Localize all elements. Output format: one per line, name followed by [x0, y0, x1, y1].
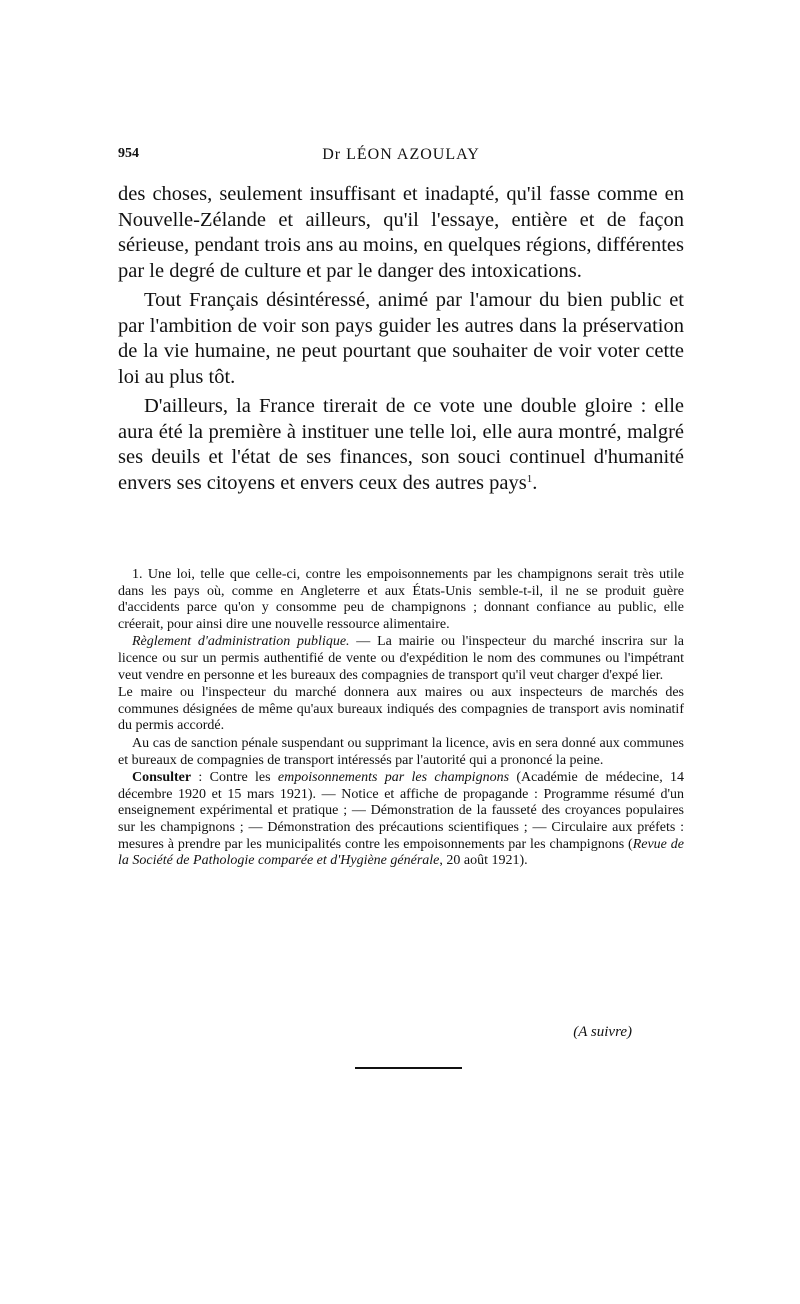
- main-text: [118, 182, 684, 500]
- footnote-1: 1. Une loi, telle que celle-ci, contre les empoisonnements par les champignons serait très utile dans les pays où, comme en Angleterre et aux États-Unis semble-t-il, il ne se produit guère d'accidents parce qu'on y consomme peu de champignons ; donnant confiance au public, elle créerait, pour ainsi dire une nouvelle ressource alimentaire.: [118, 567, 684, 632]
- footnote-maire: Le maire ou l'inspecteur du marché donnera aux maires ou aux inspecteurs de marchés des communes désignées de même qu'aux bureaux indiqués des compagnies de transport avis nominatif du permis accordé.: [118, 685, 684, 734]
- reglement-text: — La mairie ou l'inspecteur du marché inscrira sur la licence ou sur un permis authentifié de vente ou d'expédition le nom des communes ou l'impétrant veut vendre en personne et les bureaux des compagnies de transport qu'il veut charger d'expé lier.: [118, 634, 684, 683]
- page-header: [118, 146, 684, 170]
- consulter-part1: : Contre les: [191, 770, 278, 786]
- footnotes: [118, 567, 684, 871]
- footnote-sanction: Au cas de sanction pénale suspendant ou supprimant la licence, avis en sera donné aux communes et bureaux de compagnies de transport intéressés par l'autorité qui a prononcé la peine.: [118, 735, 684, 768]
- page-number: 954: [118, 146, 139, 161]
- consulter-part3: , 20 août 1921).: [439, 853, 528, 869]
- continuation-note: (A suivre): [573, 1024, 632, 1040]
- reglement-heading: Règlement d'administration publique.: [132, 634, 350, 650]
- footnote-consulter: [118, 770, 684, 870]
- consulter-label: Consulter: [132, 770, 192, 786]
- consulter-title: empoisonnements par les champignons: [277, 770, 510, 786]
- paragraph: [118, 394, 684, 496]
- paragraph: Tout Français désintéressé, animé par l'amour du bien public et par l'ambition de voir son pays guider les autres dans la préservation de la vie humaine, ne peut pourtant que souhaiter de voir voter cette loi au plus tôt.: [118, 289, 684, 388]
- paragraph: des choses, seulement insuffisant et inadapté, qu'il fasse comme en Nouvelle-Zélande et ailleurs, qu'il l'essaye, entière et de façon sérieuse, pendant trois ans au moins, en quelques régions, différentes par le degré de culture et par le danger des intoxications.: [118, 183, 684, 282]
- running-head: Dr LÉON AZOULAY: [322, 146, 480, 163]
- end-rule: [355, 1067, 462, 1069]
- paragraph-end: .: [532, 471, 538, 494]
- paragraph-text: D'ailleurs, la France tirerait de ce vote une double gloire : elle aura été la première à instituer une telle loi, elle aura montré, malgré ses deuils et l'état de ses finances, son souci continuel d'humanité envers ses citoyens et envers ceux des autres pays: [118, 395, 684, 494]
- footnote-reglement: [118, 634, 684, 684]
- consulter-part2: (Académie de médecine, 14 décembre 1920 et 15 mars 1921). — Notice et affiche de propagande : Programme résumé d'un enseignement expérimental et pratique ; — Démonstration de la fausseté des croyances populaires sur les champignons ; — Démonstration des précautions scientifiques ; — Circulaire aux préfets : mesures à prendre par les municipalités contre les empoisonnements par les champignons (: [118, 770, 685, 852]
- footnote-reference: 1: [526, 472, 533, 485]
- consulter-journal: Revue de la Société de Pathologie comparée et d'Hygiène générale: [118, 836, 684, 869]
